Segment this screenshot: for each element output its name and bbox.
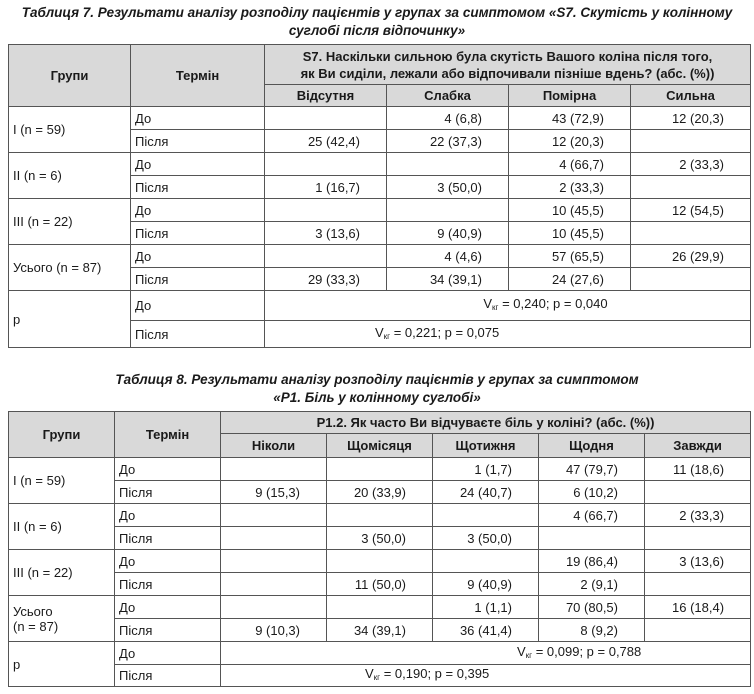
table8-option: Ніколи <box>221 434 327 458</box>
term-cell: Після <box>131 268 265 291</box>
table8-body <box>9 458 751 642</box>
table8-p-value <box>221 642 751 665</box>
value-cell <box>433 550 539 573</box>
value-cell <box>645 527 751 550</box>
term-cell: Після <box>115 527 221 550</box>
value-cell: 12 (20,3) <box>631 107 751 130</box>
value-cell: 24 (40,7) <box>433 481 539 504</box>
term-cell: До <box>115 550 221 573</box>
table-row <box>9 245 751 268</box>
value-cell: 4 (4,6) <box>387 245 509 268</box>
value-cell: 12 (54,5) <box>631 199 751 222</box>
table7-p-value <box>265 291 751 321</box>
value-cell: 29 (33,3) <box>265 268 387 291</box>
term-cell: Після <box>115 573 221 596</box>
table7-question-line1: S7. Наскільки сильною була скутість Вашого коліна після того, <box>302 48 713 64</box>
v-stat: = 0,190; p = 0,395 <box>380 666 490 681</box>
value-cell <box>221 504 327 527</box>
group-label <box>9 596 115 642</box>
term-cell: Після <box>131 130 265 153</box>
table8-p-term: До <box>115 642 221 665</box>
value-cell: 9 (40,9) <box>433 573 539 596</box>
v-symbol: V <box>375 324 384 340</box>
table8-option: Щодня <box>539 434 645 458</box>
table-row <box>9 504 751 527</box>
table8-title <box>0 371 754 407</box>
value-cell: 1 (1,1) <box>433 596 539 619</box>
value-cell: 12 (20,3) <box>509 130 631 153</box>
table8-header-groups: Групи <box>9 412 115 458</box>
value-cell: 25 (42,4) <box>265 130 387 153</box>
table7-option: Відсутня <box>265 85 387 107</box>
table7-body <box>9 107 751 291</box>
table7-p-value <box>265 321 751 348</box>
table7-question-line2: як Ви сиділи, лежали або відпочивали пізніше вдень? (абс. (%)) <box>300 65 715 81</box>
table7-option: Слабка <box>387 85 509 107</box>
table7-p-label: р <box>9 291 131 348</box>
value-cell: 22 (37,3) <box>387 130 509 153</box>
value-cell: 4 (66,7) <box>539 504 645 527</box>
value-cell <box>265 199 387 222</box>
table-row <box>9 199 751 222</box>
v-subscript: кг <box>383 331 391 341</box>
table7 <box>8 44 751 348</box>
value-cell <box>221 596 327 619</box>
group-label: І (n = 59) <box>9 107 131 153</box>
term-cell: Після <box>115 619 221 642</box>
value-cell <box>265 245 387 268</box>
value-cell <box>645 573 751 596</box>
table8-p-value <box>221 665 751 687</box>
value-cell <box>631 130 751 153</box>
value-cell: 11 (50,0) <box>327 573 433 596</box>
table8-title-line1: Таблиця 8. Результати аналізу розподілу пацієнтів у групах за симптомом <box>115 372 639 387</box>
value-cell <box>645 481 751 504</box>
value-cell: 34 (39,1) <box>387 268 509 291</box>
table7-title-line1: Таблиця 7. Результати аналізу розподілу пацієнтів у групах за симптомом «S7. Скутість у колінному <box>21 5 733 20</box>
table8-title-line2: «Р1. Біль у колінному суглобі» <box>273 390 481 405</box>
value-cell: 57 (65,5) <box>509 245 631 268</box>
table8-p-row <box>9 665 751 687</box>
value-cell: 20 (33,9) <box>327 481 433 504</box>
table8-p-row <box>9 642 751 665</box>
value-cell: 4 (6,8) <box>387 107 509 130</box>
table-row <box>9 153 751 176</box>
value-cell <box>433 504 539 527</box>
value-cell <box>387 153 509 176</box>
group-label: І (n = 59) <box>9 458 115 504</box>
value-cell <box>327 504 433 527</box>
value-cell: 43 (72,9) <box>509 107 631 130</box>
value-cell: 19 (86,4) <box>539 550 645 573</box>
term-cell: До <box>131 107 265 130</box>
v-stat: = 0,240; p = 0,040 <box>498 296 608 311</box>
value-cell <box>327 596 433 619</box>
value-cell: 1 (1,7) <box>433 458 539 481</box>
value-cell <box>539 527 645 550</box>
table-row <box>9 596 751 619</box>
value-cell: 9 (40,9) <box>387 222 509 245</box>
value-cell: 2 (9,1) <box>539 573 645 596</box>
value-cell: 6 (10,2) <box>539 481 645 504</box>
group-label: ІІ (n = 6) <box>9 504 115 550</box>
term-cell: До <box>131 199 265 222</box>
term-cell: Після <box>115 481 221 504</box>
value-cell: 3 (13,6) <box>645 550 751 573</box>
value-cell <box>221 573 327 596</box>
table7-header-groups: Групи <box>9 45 131 107</box>
table8 <box>8 411 751 687</box>
group-name: Усього <box>13 603 53 619</box>
value-cell: 16 (18,4) <box>645 596 751 619</box>
group-label: ІІІ (n = 22) <box>9 199 131 245</box>
table7-option: Сильна <box>631 85 751 107</box>
value-cell <box>631 222 751 245</box>
value-cell <box>265 107 387 130</box>
table8-p-label: р <box>9 642 115 687</box>
value-cell <box>327 458 433 481</box>
v-symbol: V <box>365 666 374 681</box>
table8-header-term: Термін <box>115 412 221 458</box>
value-cell: 3 (50,0) <box>327 527 433 550</box>
value-cell: 26 (29,9) <box>631 245 751 268</box>
table8-option: Щотижня <box>433 434 539 458</box>
value-cell: 8 (9,2) <box>539 619 645 642</box>
table8-header-question: Р1.2. Як часто Ви відчуваєте біль у коліні? (абс. (%)) <box>221 412 751 434</box>
table7-option: Помірна <box>509 85 631 107</box>
table-row <box>9 481 751 504</box>
value-cell <box>631 176 751 199</box>
v-stat: = 0,221; p = 0,075 <box>390 324 500 340</box>
value-cell: 4 (66,7) <box>509 153 631 176</box>
table8-option: Завжди <box>645 434 751 458</box>
term-cell: Після <box>131 222 265 245</box>
value-cell: 34 (39,1) <box>327 619 433 642</box>
value-cell <box>645 619 751 642</box>
value-cell: 24 (27,6) <box>509 268 631 291</box>
value-cell: 2 (33,3) <box>631 153 751 176</box>
value-cell: 10 (45,5) <box>509 222 631 245</box>
value-cell <box>221 458 327 481</box>
table7-title-line2: суглобі після відпочинку» <box>288 23 466 38</box>
value-cell: 47 (79,7) <box>539 458 645 481</box>
table-row <box>9 527 751 550</box>
table-row <box>9 573 751 596</box>
value-cell: 9 (15,3) <box>221 481 327 504</box>
table7-p-row <box>9 291 751 321</box>
value-cell: 11 (18,6) <box>645 458 751 481</box>
value-cell: 1 (16,7) <box>265 176 387 199</box>
table-row <box>9 107 751 130</box>
value-cell <box>327 550 433 573</box>
value-cell <box>265 153 387 176</box>
term-cell: До <box>131 153 265 176</box>
value-cell: 2 (33,3) <box>645 504 751 527</box>
term-cell: До <box>115 458 221 481</box>
group-label: ІІІ (n = 22) <box>9 550 115 596</box>
v-stat: = 0,099; p = 0,788 <box>532 643 642 659</box>
value-cell <box>631 268 751 291</box>
table7-header-term: Термін <box>131 45 265 107</box>
group-label: Усього (n = 87) <box>9 245 131 291</box>
table8-p-term: Після <box>115 665 221 687</box>
term-cell: Після <box>131 176 265 199</box>
v-symbol: V <box>483 296 493 311</box>
table7-header-question <box>265 45 751 85</box>
value-cell <box>221 550 327 573</box>
table8-option: Щомісяця <box>327 434 433 458</box>
value-cell: 3 (50,0) <box>433 527 539 550</box>
table-row <box>9 619 751 642</box>
group-count: (n = 87) <box>13 618 59 634</box>
value-cell <box>221 527 327 550</box>
v-subscript: кг <box>492 303 499 312</box>
table-row <box>9 458 751 481</box>
v-subscript: кг <box>373 673 381 682</box>
v-symbol: V <box>517 643 526 659</box>
value-cell: 3 (13,6) <box>265 222 387 245</box>
table7-title <box>0 4 754 40</box>
value-cell: 3 (50,0) <box>387 176 509 199</box>
value-cell: 2 (33,3) <box>509 176 631 199</box>
value-cell: 36 (41,4) <box>433 619 539 642</box>
table7-p-term: Після <box>131 321 265 348</box>
group-label: ІІ (n = 6) <box>9 153 131 199</box>
value-cell <box>387 199 509 222</box>
term-cell: До <box>115 596 221 619</box>
value-cell: 9 (10,3) <box>221 619 327 642</box>
value-cell: 70 (80,5) <box>539 596 645 619</box>
value-cell: 10 (45,5) <box>509 199 631 222</box>
term-cell: До <box>115 504 221 527</box>
table7-p-term: До <box>131 291 265 321</box>
v-subscript: кг <box>525 650 533 660</box>
term-cell: До <box>131 245 265 268</box>
table-row <box>9 550 751 573</box>
